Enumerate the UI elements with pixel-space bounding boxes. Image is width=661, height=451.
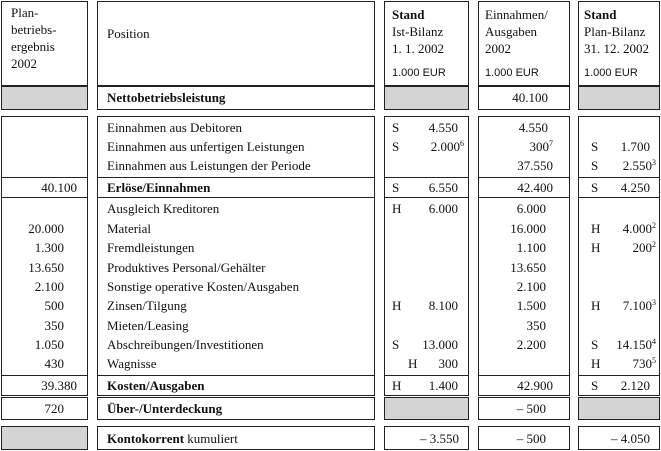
- g2-r1-ist-sh: H: [392, 201, 402, 216]
- header-einn-unit: 1.000 EUR: [485, 67, 539, 79]
- g2-r2-pos: Material: [107, 221, 152, 236]
- g2-r7-einn: 350: [526, 318, 546, 333]
- g2-r5-einn: 2.100: [516, 279, 546, 294]
- konto-plan-cell: [1, 426, 88, 450]
- g1-r2-ist: 2.000$^6$: [430, 139, 464, 154]
- g2-r2-einn: 16.000: [510, 221, 546, 236]
- header-ist-unit: 1.000 EUR: [392, 67, 446, 79]
- g2-r4-einn: 13.650: [510, 260, 546, 275]
- group1-plan-cell: [1, 116, 88, 178]
- g1-r1-ist: 4.550: [428, 120, 458, 135]
- kosten-ist: 1.400: [428, 378, 458, 393]
- header-plan-line-2: betriebs-: [11, 22, 57, 37]
- g2-r5-plan: 2.100: [34, 279, 64, 294]
- g2-r1-ist: 6.000: [428, 201, 458, 216]
- g2-r8-planb: 14.150$^4$: [616, 337, 656, 352]
- header-plan-line-1: Plan-: [11, 5, 39, 20]
- netto-ist-cell: [384, 86, 469, 110]
- header-position: Position: [107, 26, 150, 41]
- g2-r3-plan: 1.300: [34, 240, 64, 255]
- g1-r2-planb-sh: S: [591, 139, 599, 154]
- erloese-plan: 40.100: [41, 180, 77, 195]
- konto-einn: – 500: [516, 431, 546, 446]
- header-einn-line-1: Einnahmen/: [485, 7, 548, 22]
- ueber-ist-cell: [384, 397, 469, 420]
- header-planb-line-1: Stand: [584, 7, 617, 22]
- g2-r4-plan: 13.650: [28, 260, 64, 275]
- header-ist-line-1: Stand: [392, 7, 425, 22]
- kosten-label: Kosten/Ausgaben: [107, 378, 205, 393]
- ueber-label: Über-/Unterdeckung: [107, 401, 223, 416]
- g2-r6-pos: Zinsen/Tilgung: [107, 298, 187, 313]
- header-plan-line-4: 2002: [11, 56, 37, 71]
- g2-r4-pos: Produktives Personal/Gehälter: [107, 260, 266, 275]
- ueber-einn: – 500: [516, 401, 546, 416]
- netto-planb-cell: [578, 86, 660, 110]
- g1-r2-ist-sh: S: [392, 139, 400, 154]
- g2-r6-planb-sh: H: [591, 298, 601, 313]
- g2-r5-pos: Sonstige operative Kosten/Ausgaben: [107, 279, 300, 294]
- g2-r9-pos: Wagnisse: [107, 356, 157, 371]
- g2-r6-ist: 8.100: [428, 298, 458, 313]
- kosten-einn: 42.900: [517, 378, 553, 393]
- kosten-plan: 39.380: [41, 378, 77, 393]
- g2-r1-einn: 6.000: [516, 201, 546, 216]
- g1-r2-einn: $300^7$: [529, 139, 553, 154]
- erloese-ist: 6.550: [428, 180, 458, 195]
- g2-r9-plan: 430: [44, 356, 64, 371]
- header-ist-line-2: Ist-Bilanz: [392, 24, 444, 39]
- g1-r3-einn: 37.550: [517, 158, 553, 173]
- header-position-cell: [97, 1, 375, 86]
- header-planb-line-2: Plan-Bilanz: [584, 24, 646, 39]
- g2-r8-planb-sh: S: [591, 337, 599, 352]
- g1-r3-pos: Einnahmen aus Leistungen der Periode: [107, 158, 311, 173]
- g1-r1-pos: Einnahmen aus Debitoren: [107, 120, 243, 135]
- g2-r9-ist-sh: H: [408, 356, 418, 371]
- g2-r8-pos: Abschreibungen/Investitionen: [107, 337, 264, 352]
- ueber-plan: 720: [44, 401, 64, 416]
- konto-planb: – 4.050: [611, 431, 650, 446]
- g2-r7-plan: 350: [44, 318, 64, 333]
- g2-r6-planb: 7.100$^3$: [622, 298, 656, 313]
- kosten-ist-sh: H: [392, 378, 402, 393]
- kosten-planb: 2.120: [620, 378, 650, 393]
- header-planb-line-3: 31. 12. 2002: [584, 41, 649, 56]
- g2-r9-planb-sh: H: [591, 356, 601, 371]
- konto-ist: – 3.550: [420, 431, 459, 446]
- header-einn-line-2: Ausgaben: [485, 24, 537, 39]
- erloese-einn: 42.400: [517, 180, 553, 195]
- g2-r7-pos: Mieten/Leasing: [107, 318, 189, 333]
- g2-r2-planb-sh: H: [591, 221, 601, 236]
- g2-r8-plan: 1.050: [34, 337, 64, 352]
- g2-r3-planb-sh: H: [591, 240, 601, 255]
- ueber-planb-cell: [578, 397, 660, 420]
- g2-r8-ist-sh: S: [392, 337, 400, 352]
- g1-r2-pos: Einnahmen aus unfertigen Leistungen: [107, 139, 305, 154]
- g2-r1-pos: Ausgleich Kreditoren: [107, 201, 220, 216]
- konto-label: Kontokorrent kumuliert: [107, 431, 238, 446]
- erloese-planb-sh: S: [591, 180, 599, 195]
- netto-plan-cell: [1, 86, 88, 110]
- g2-r3-planb: $200^2$: [632, 240, 656, 255]
- header-plan-line-3: ergebnis: [11, 39, 55, 54]
- netto-einn: 40.100: [512, 90, 548, 105]
- g2-r8-ist: 13.000: [422, 337, 458, 352]
- g2-r8-einn: 2.200: [516, 337, 546, 352]
- g2-r9-planb: $730^5$: [632, 356, 656, 371]
- g1-r2-planb: 1.700: [620, 139, 650, 154]
- g2-r3-einn: 1.100: [516, 240, 546, 255]
- erloese-planb: 4.250: [620, 180, 650, 195]
- netto-label: Nettobetriebsleistung: [107, 90, 226, 105]
- header-einn-line-3: 2002: [485, 41, 511, 56]
- g2-r2-planb: 4.000$^2$: [622, 221, 656, 236]
- g2-r2-plan: 20.000: [28, 221, 64, 236]
- g1-r3-planb: 2.550$^3$: [622, 158, 656, 173]
- header-planb-unit: 1.000 EUR: [584, 67, 638, 79]
- g2-r6-ist-sh: H: [392, 298, 402, 313]
- g2-r9-ist: 300: [438, 356, 458, 371]
- g2-r3-pos: Fremdleistungen: [107, 240, 195, 255]
- g1-r3-planb-sh: S: [591, 158, 599, 173]
- g1-r1-einn: 4.550: [518, 120, 548, 135]
- erloese-ist-sh: S: [392, 180, 400, 195]
- g2-r6-plan: 500: [44, 298, 64, 313]
- g1-r1-ist-sh: S: [392, 120, 400, 135]
- erloese-label: Erlöse/Einnahmen: [107, 180, 211, 195]
- header-ist-line-3: 1. 1. 2002: [392, 41, 444, 56]
- g2-r6-einn: 1.500: [516, 298, 546, 313]
- kosten-planb-sh: S: [591, 378, 599, 393]
